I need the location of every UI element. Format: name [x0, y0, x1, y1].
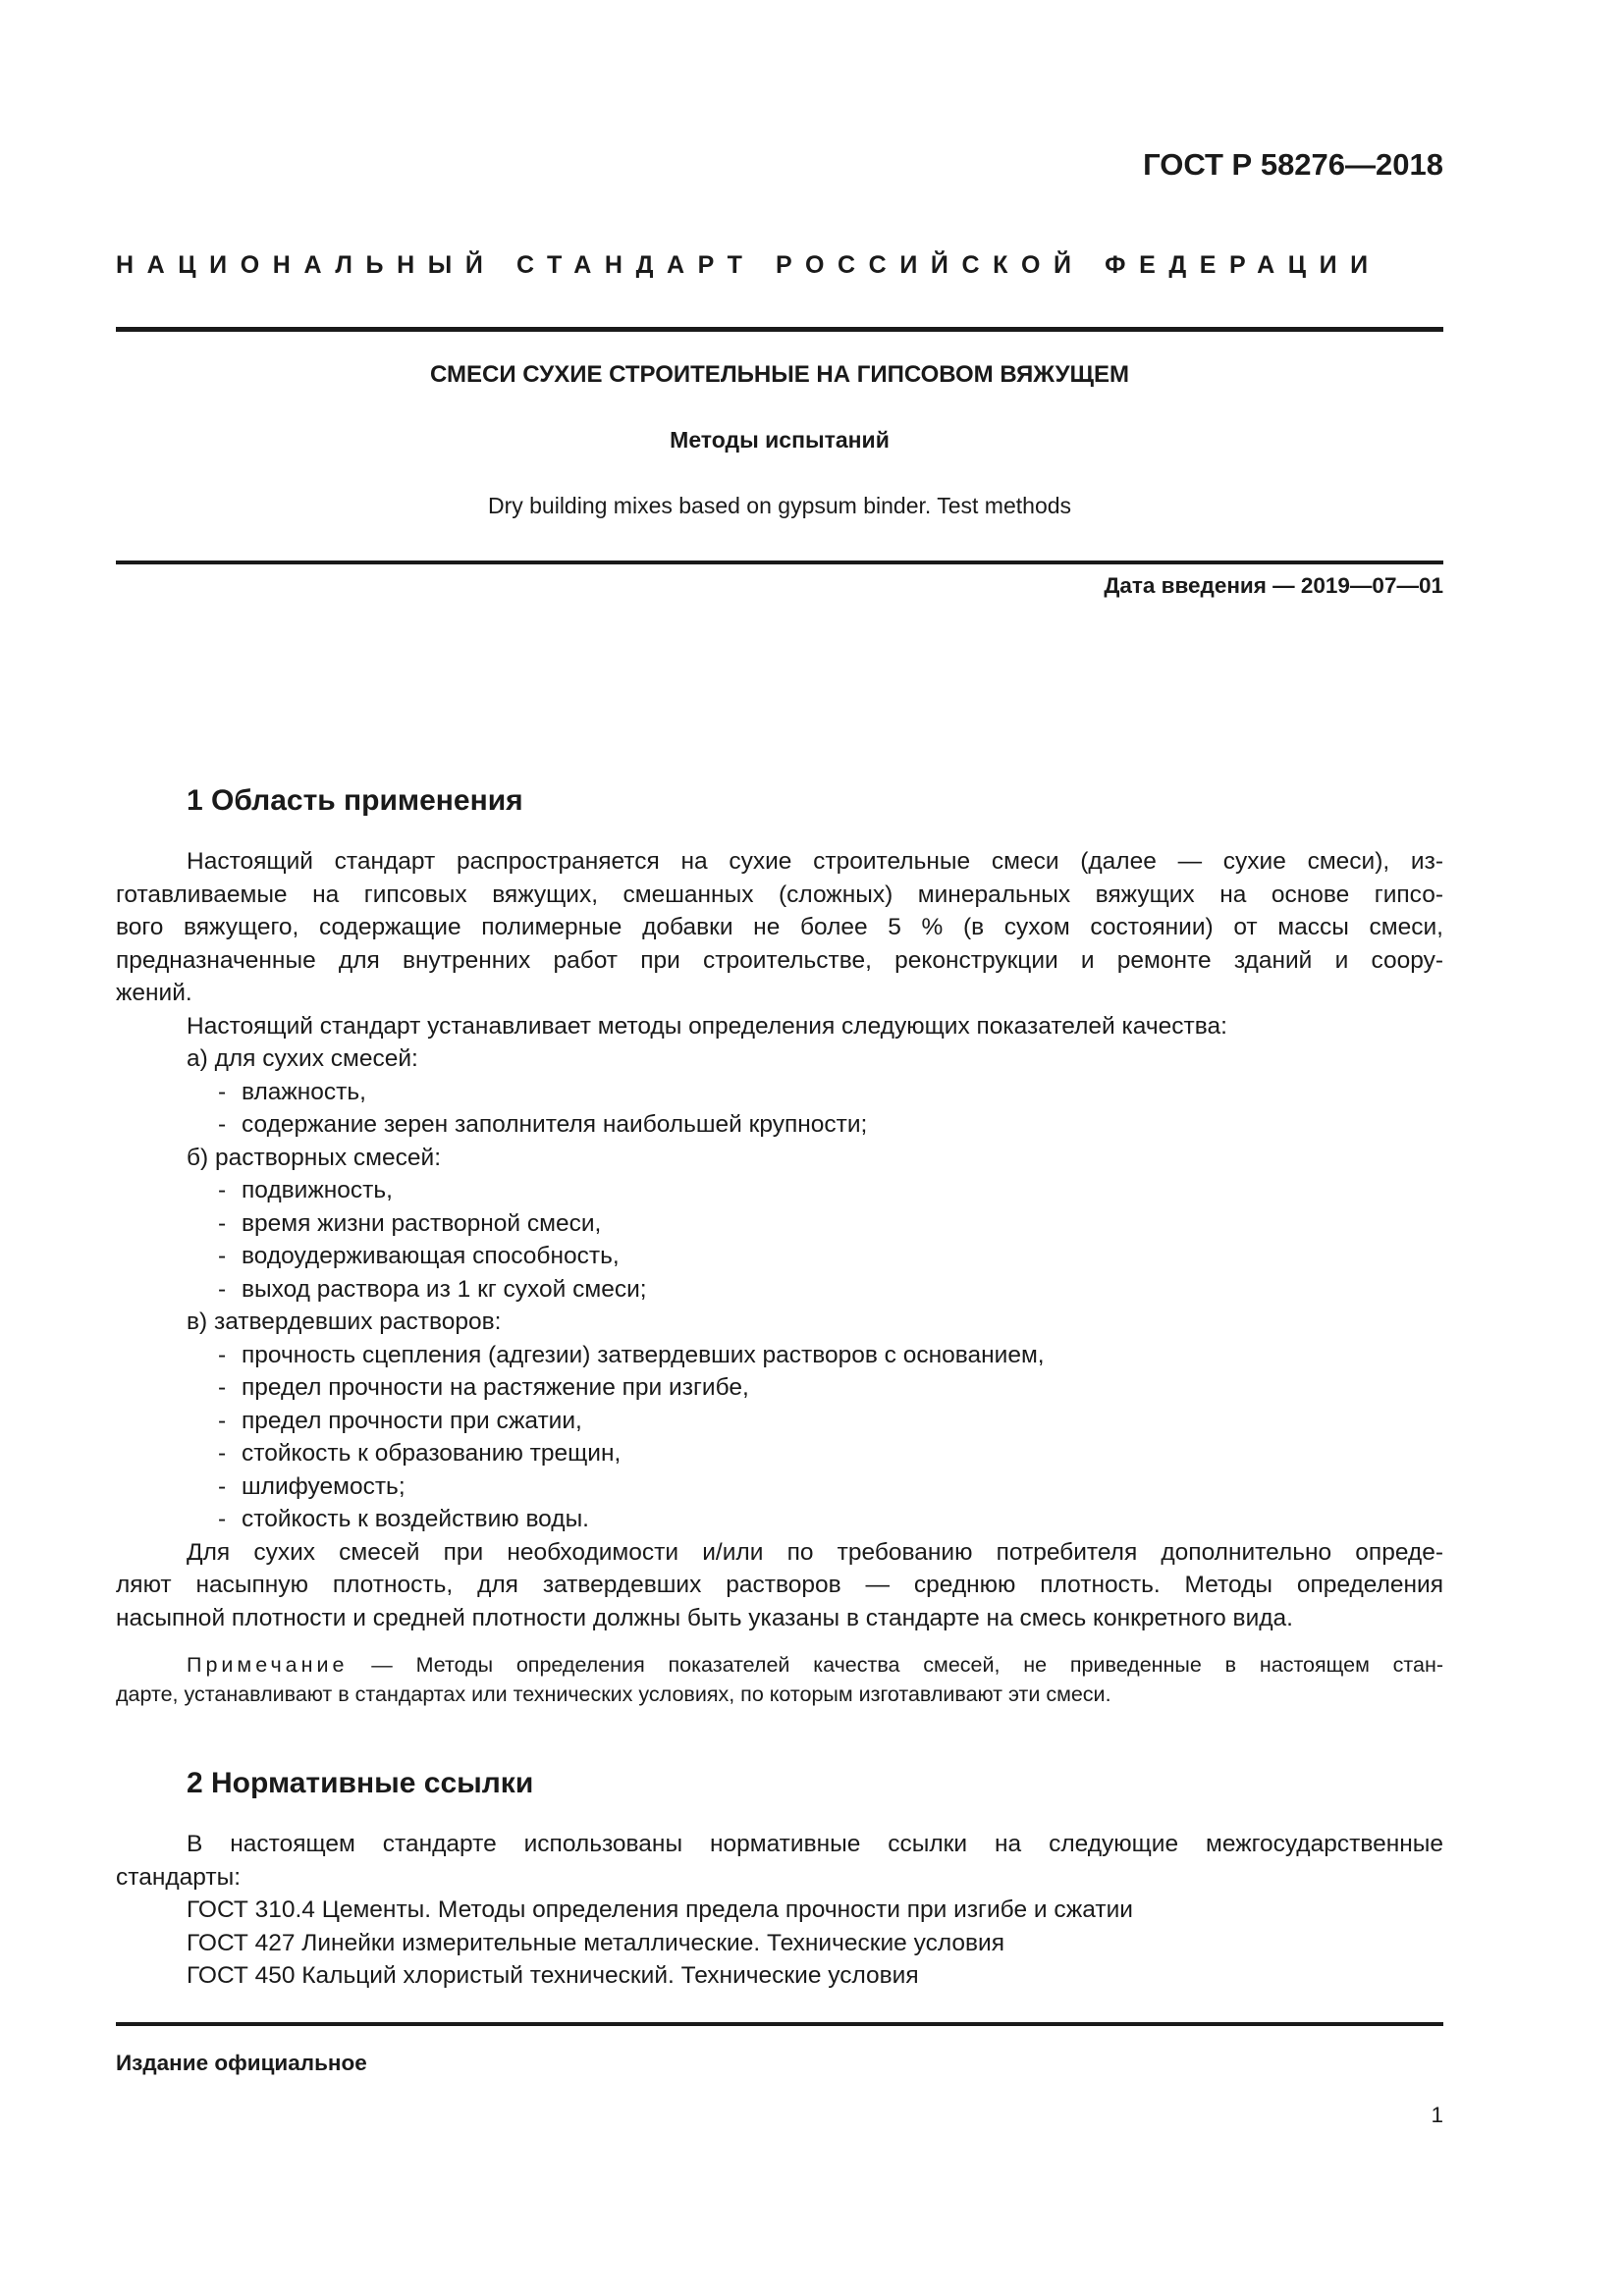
reference-item: ГОСТ 310.4 Цементы. Методы определения предела прочности при изгибе и сжатии: [187, 1896, 1133, 1923]
note-line: Примечание — Методы определения показателей качества смесей, не приведенные в настоящем стан-: [187, 1653, 1443, 1677]
list-item: - предел прочности на растяжение при изгибе,: [116, 1371, 1443, 1405]
footer-divider: [116, 2022, 1443, 2026]
paragraph-line: стандарты:: [116, 1863, 241, 1891]
list-group-label: а) для сухих смесей:: [187, 1045, 418, 1072]
section-1-heading: 1 Область применения: [187, 784, 523, 817]
section-2-heading: 2 Нормативные ссылки: [187, 1767, 534, 1799]
document-subtitle: Методы испытаний: [670, 427, 890, 453]
paragraph-line: готавливаемые на гипсовых вяжущих, смешанных (сложных) минеральных вяжущих на основе гипсо-: [116, 881, 1443, 908]
page-number: 1: [1431, 2103, 1443, 2127]
paragraph-line: жений.: [116, 980, 192, 1006]
list-item: - влажность,: [116, 1076, 1443, 1109]
paragraph-line: Для сухих смесей при необходимости и/или по требованию потребителя дополнительно опреде-: [187, 1538, 1443, 1566]
list-item: - стойкость к образованию трещин,: [116, 1437, 1443, 1470]
section-2-body: [116, 1828, 1443, 1993]
list-item: - предел прочности при сжатии,: [116, 1405, 1443, 1438]
paragraph-line: предназначенные для внутренних работ при строительстве, реконструкции и ремонте зданий и соору-: [116, 946, 1443, 974]
list-item: - шлифуемость;: [116, 1470, 1443, 1504]
paragraph-line: вого вяжущего, содержащие полимерные добавки не более 5 % (в сухом состоянии) от массы смеси,: [116, 914, 1443, 940]
paragraph-line: Настоящий стандарт распространяется на сухие строительные смеси (далее — сухие смеси), из-: [187, 848, 1443, 875]
title-divider: [116, 561, 1443, 564]
list-item: - выход раствора из 1 кг сухой смеси;: [116, 1273, 1443, 1307]
english-title: Dry building mixes based on gypsum binder. Test methods: [487, 493, 1072, 518]
paragraph-line: насыпной плотности и средней плотности должны быть указаны в стандарте на смесь конкретного вида.: [116, 1604, 1293, 1631]
paragraph-line: В настоящем стандарте использованы нормативные ссылки на следующие межгосударственные: [187, 1831, 1443, 1857]
list-item: - стойкость к воздействию воды.: [116, 1503, 1443, 1536]
list-item: - время жизни растворной смеси,: [116, 1207, 1443, 1241]
reference-item: ГОСТ 450 Кальций хлористый технический. Технические условия: [187, 1962, 919, 1989]
note-line: дарте, устанавливают в стандартах или технических условиях, по которым изготавливают эти смеси.: [116, 1682, 1111, 1706]
paragraph-line: ляют насыпную плотность, для затвердевших растворов — среднюю плотность. Методы определения: [116, 1572, 1443, 1598]
introduction-date: Дата введения — 2019—07—01: [1104, 573, 1443, 598]
header-divider: [116, 327, 1443, 332]
section-1-body: [116, 845, 1443, 1634]
list-item: - подвижность,: [116, 1174, 1443, 1207]
note-block: [116, 1650, 1443, 1709]
list-group-label: в) затвердевших растворов:: [187, 1308, 502, 1335]
national-standard-banner: НАЦИОНАЛЬНЫЙ СТАНДАРТ РОССИЙСКОЙ ФЕДЕРАЦИИ: [116, 251, 1381, 279]
list-item: - содержание зерен заполнителя наибольшей крупности;: [116, 1108, 1443, 1142]
paragraph-line: Настоящий стандарт устанавливает методы определения следующих показателей качества:: [187, 1012, 1227, 1040]
list-item: - водоудерживающая способность,: [116, 1240, 1443, 1273]
document-title: СМЕСИ СУХИЕ СТРОИТЕЛЬНЫЕ НА ГИПСОВОМ ВЯЖУЩЕМ: [430, 361, 1129, 388]
note-label: Примечание: [187, 1653, 349, 1677]
list-group-label: б) растворных смесей:: [187, 1144, 441, 1171]
reference-item: ГОСТ 427 Линейки измерительные металлические. Технические условия: [187, 1929, 1004, 1956]
document-number: ГОСТ Р 58276—2018: [1143, 147, 1443, 182]
list-item: - прочность сцепления (адгезии) затвердевших растворов с основанием,: [116, 1339, 1443, 1372]
official-edition-label: Издание официальное: [116, 2051, 367, 2075]
